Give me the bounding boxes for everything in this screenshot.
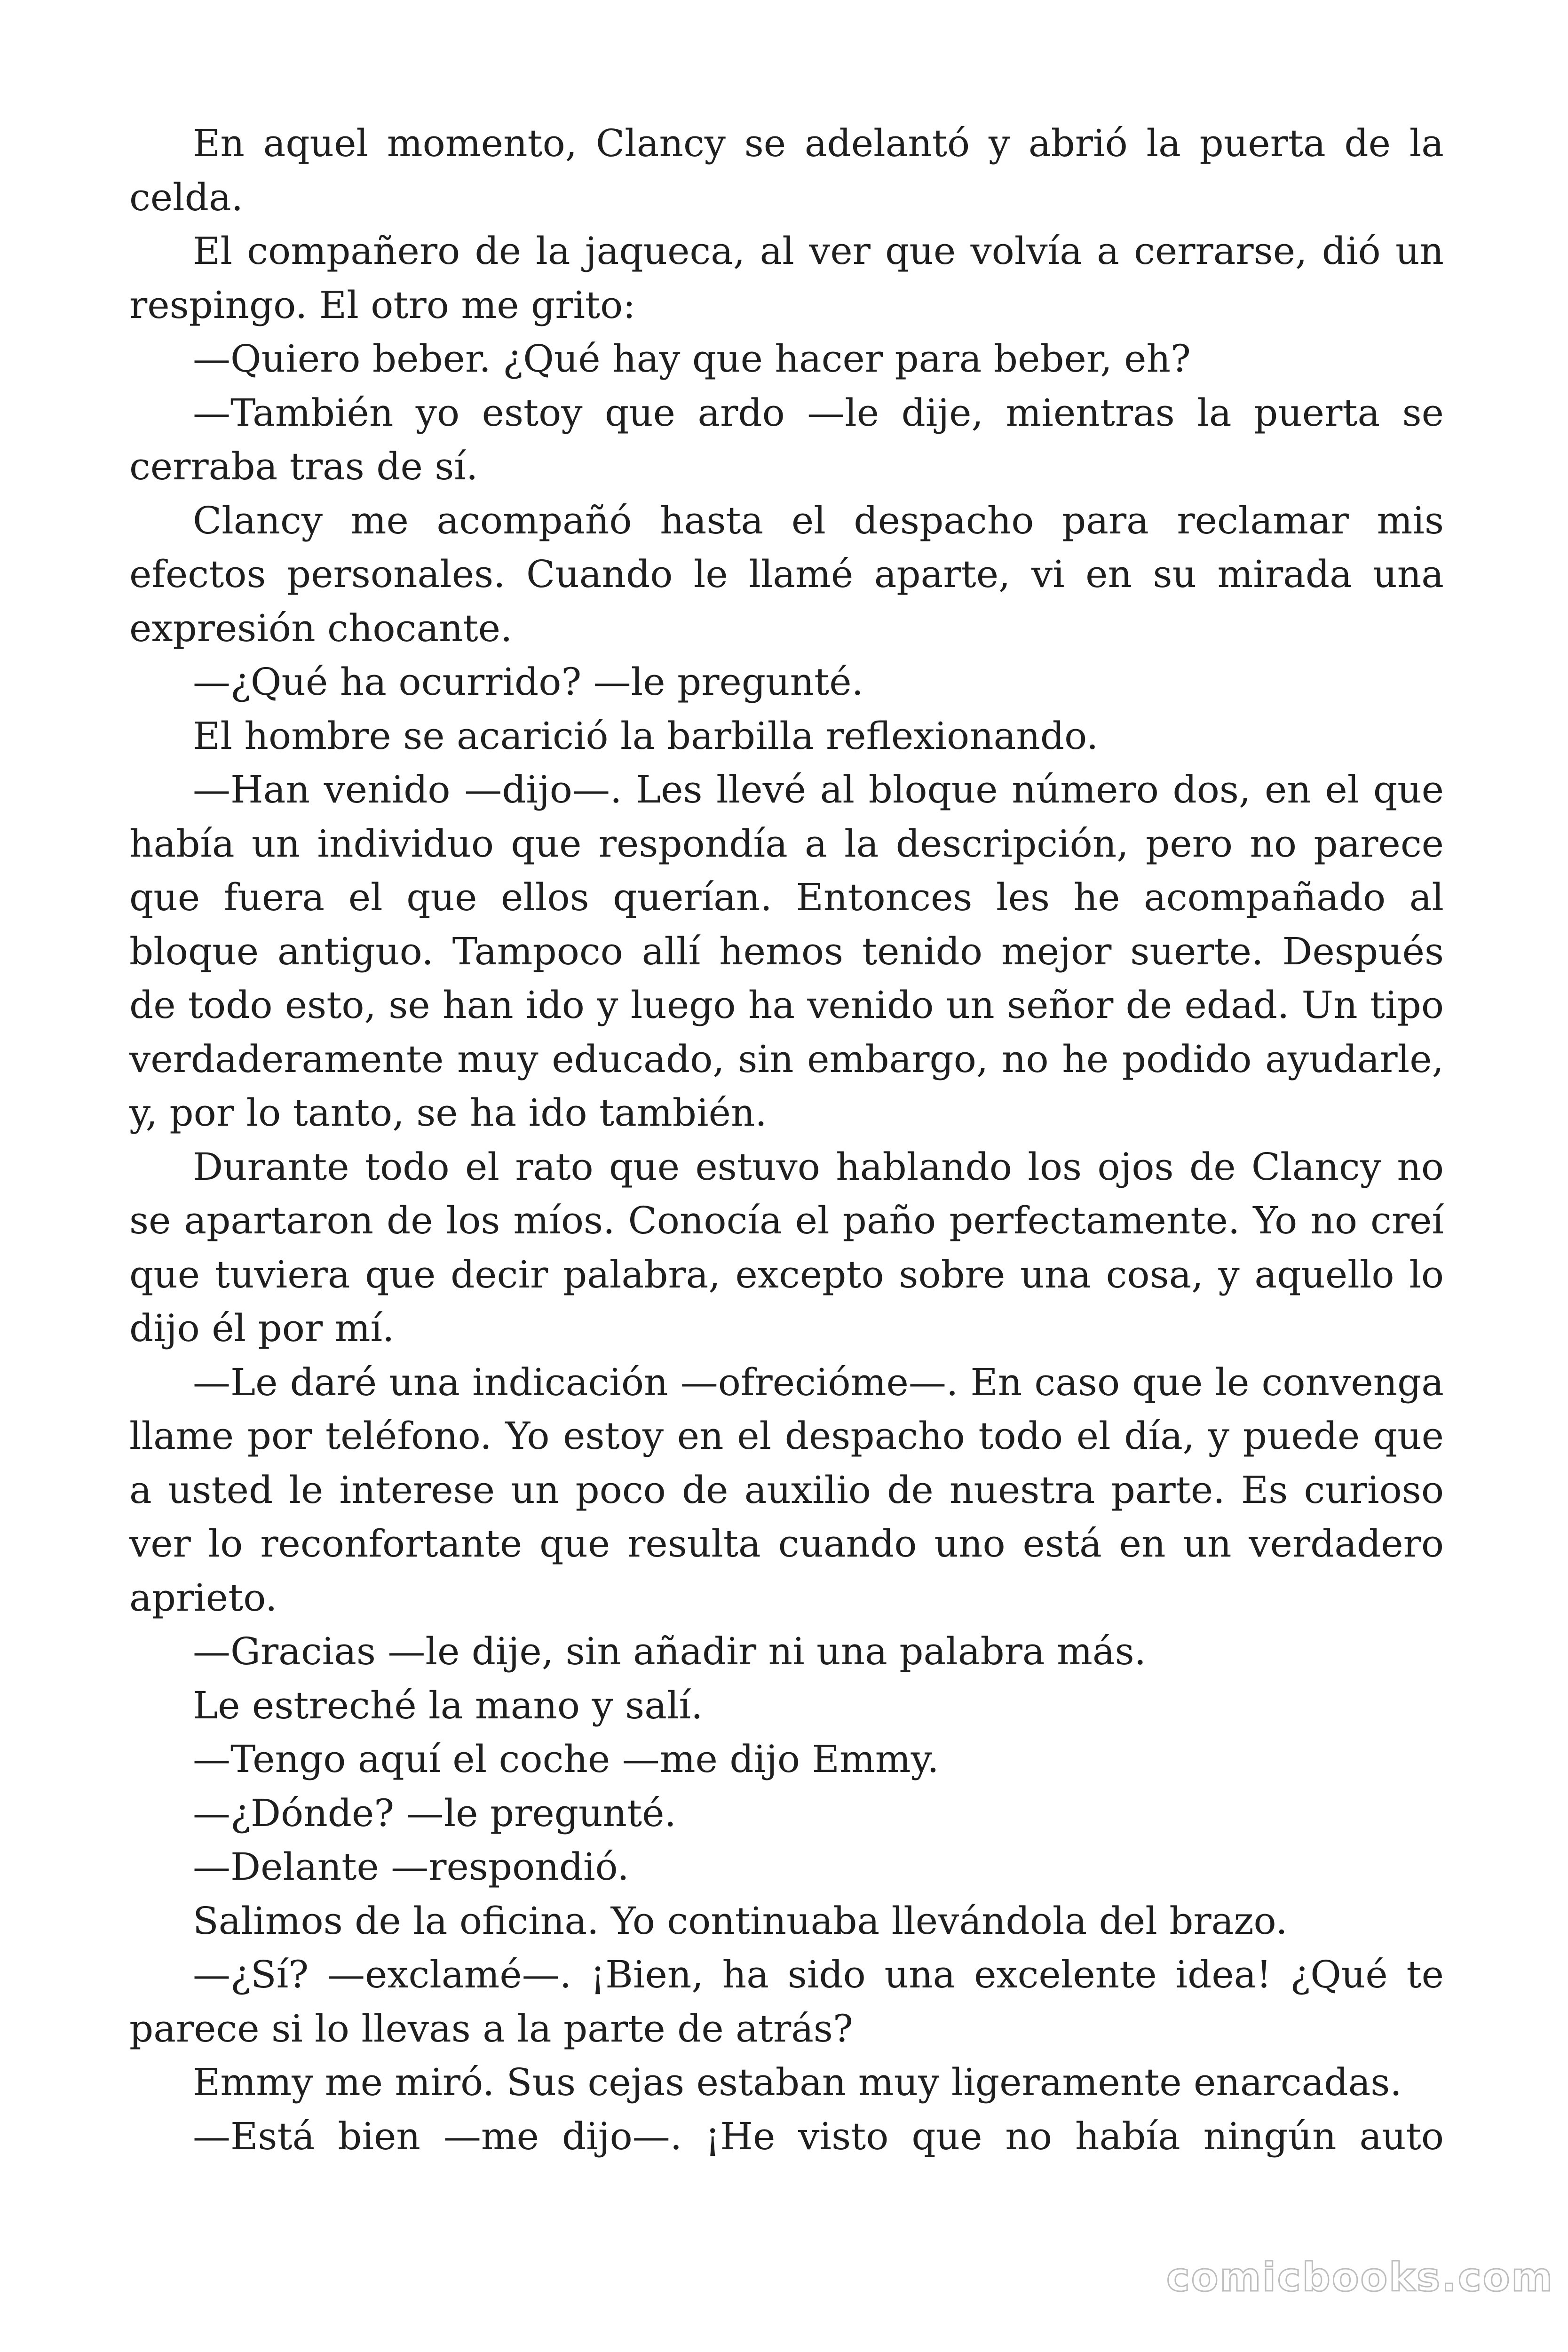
paragraph: —Han venido —dijo—. Les llevé al bloque número dos, en el que había un individuo que respondía a la descripción, pero no parece que fuera el que ellos querían. Entonces les he acompañado al bloque antiguo. Tampoco allí hemos tenido mejor suerte. Después de todo esto, se han ido y luego ha venido un señor de edad. Un tipo verdaderamente muy educado, sin embargo, no he podido ayudarle, y, por lo tanto, se ha ido también. [129, 768, 1444, 1135]
paragraph: —¿Sí? —exclamé—. ¡Bien, ha sido una excelente idea! ¿Qué te parece si lo llevas a la parte de atrás? [129, 1953, 1444, 2050]
paragraph: Salimos de la oficina. Yo continuaba llevándola del brazo. [193, 1899, 1288, 1943]
paragraph: —Le daré una indicación —ofrecióme—. En caso que le convenga llame por teléfono. Yo estoy en el despacho todo el día, y puede que a usted le interese un poco de auxilio de nuestra parte. Es curioso ver lo reconfortante que resulta cuando uno está en un verdadero aprieto. [129, 1360, 1444, 1620]
paragraph: Le estreché la mano y salí. [193, 1683, 703, 1727]
paragraph: Emmy me miró. Sus cejas estaban muy ligeramente enarcadas. [193, 2060, 1402, 2104]
watermark: comicbooks.com [1166, 2254, 1554, 2300]
paragraph: —Gracias —le dije, sin añadir ni una palabra más. [193, 1629, 1147, 1673]
paragraph: —¿Qué ha ocurrido? —le pregunté. [193, 660, 864, 704]
paragraph: El hombre se acarició la barbilla reflexionando. [193, 714, 1099, 758]
paragraph: —¿Dónde? —le pregunté. [193, 1791, 676, 1835]
paragraph: Clancy me acompañó hasta el despacho para reclamar mis efectos personales. Cuando le llamé aparte, vi en su mirada una expresión chocante. [129, 498, 1444, 650]
paragraph: Durante todo el rato que estuvo hablando los ojos de Clancy no se apartaron de los míos. Conocía el paño perfectamente. Yo no creí que tuviera que decir palabra, excepto sobre una cosa, y aquello lo dijo él por mí. [129, 1144, 1444, 1350]
paragraph: En aquel momento, Clancy se adelantó y abrió la puerta de la celda. [129, 121, 1444, 219]
paragraph: —Delante —respondió. [193, 1845, 629, 1889]
book-page-text [129, 117, 1444, 2163]
paragraph: —Tengo aquí el coche —me dijo Emmy. [193, 1737, 939, 1781]
paragraph: —Quiero beber. ¿Qué hay que hacer para beber, eh? [193, 337, 1191, 381]
paragraph-continued: —Está bien —me dijo—. ¡He visto que no había ningún auto [193, 2114, 1444, 2158]
paragraph: El compañero de la jaqueca, al ver que volvía a cerrarse, dió un respingo. El otro me grito: [129, 229, 1444, 327]
paragraph: —También yo estoy que ardo —le dije, mientras la puerta se cerraba tras de sí. [129, 390, 1444, 488]
